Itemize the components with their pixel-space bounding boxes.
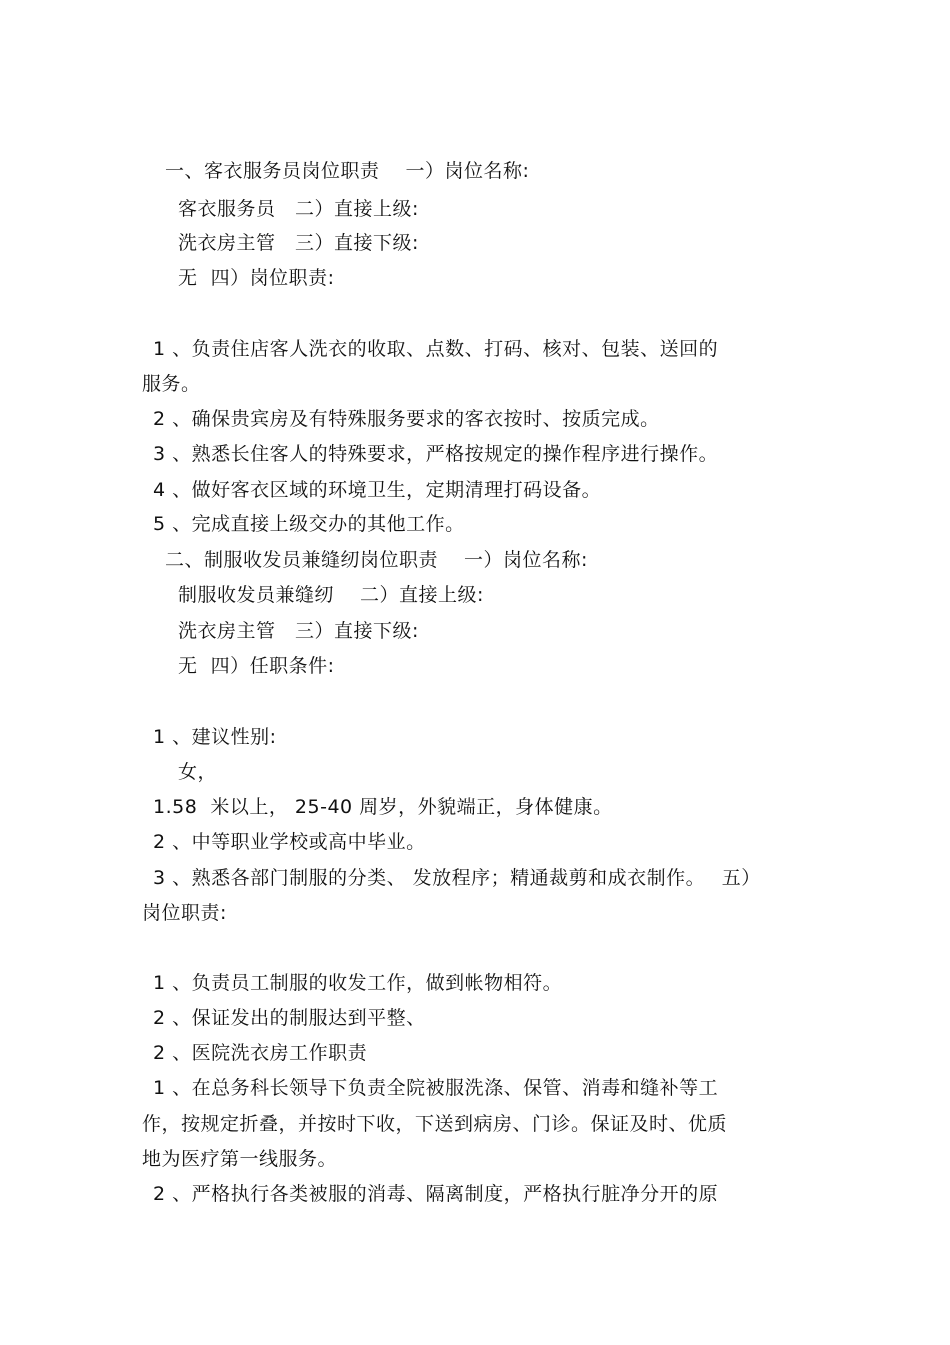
list-item: 4 、做好客衣区域的环境卫生，定期清理打码设备。 — [153, 479, 602, 501]
text-line: 地为医疗第一线服务。 — [142, 1148, 338, 1170]
list-item: 1 、在总务科长领导下负责全院被服洗涤、保管、消毒和缝补等工 — [153, 1077, 719, 1099]
text-line: 岗位职责: — [142, 902, 227, 924]
text-line: 服务。 — [142, 373, 201, 395]
list-item: 5 、完成直接上级交办的其他工作。 — [153, 513, 465, 535]
text-line: 客衣服务员 二）直接上级: — [178, 198, 419, 220]
list-item: 3 、熟悉各部门制服的分类、 发放程序；精通裁剪和成衣制作。 五） — [153, 867, 761, 889]
list-item: 1 、负责员工制服的收发工作，做到帐物相符。 — [153, 972, 563, 994]
list-item: 1 、负责住店客人洗衣的收取、点数、打码、核对、包装、送回的 — [153, 338, 719, 360]
text-line: 无 四）岗位职责: — [178, 267, 335, 289]
text-line: 无 四）任职条件: — [178, 655, 335, 677]
section-1-heading: 一、客衣服务员岗位职责 一）岗位名称: — [165, 160, 530, 182]
text-line: 1.58 米以上， 25-40 周岁，外貌端正，身体健康。 — [153, 796, 613, 818]
list-item: 2 、保证发出的制服达到平整、 — [153, 1007, 426, 1029]
text-line: 制服收发员兼缝纫 二）直接上级: — [178, 584, 484, 606]
list-item: 2 、严格执行各类被服的消毒、隔离制度，严格执行脏净分开的原 — [153, 1183, 719, 1205]
text-line: 洗衣房主管 三）直接下级: — [178, 232, 419, 254]
text-line: 作，按规定折叠，并按时下收，下送到病房、门诊。保证及时、优质 — [142, 1113, 728, 1135]
list-item: 2 、医院洗衣房工作职责 — [153, 1042, 368, 1064]
text-line: 女， — [178, 761, 218, 783]
list-item: 2 、确保贵宾房及有特殊服务要求的客衣按时、按质完成。 — [153, 408, 660, 430]
section-2-heading: 二、制服收发员兼缝纫岗位职责 一）岗位名称: — [165, 549, 588, 571]
list-item: 1 、建议性别: — [153, 726, 277, 748]
list-item: 2 、中等职业学校或高中毕业。 — [153, 831, 426, 853]
list-item: 3 、熟悉长住客人的特殊要求，严格按规定的操作程序进行操作。 — [153, 443, 719, 465]
text-line: 洗衣房主管 三）直接下级: — [178, 620, 419, 642]
